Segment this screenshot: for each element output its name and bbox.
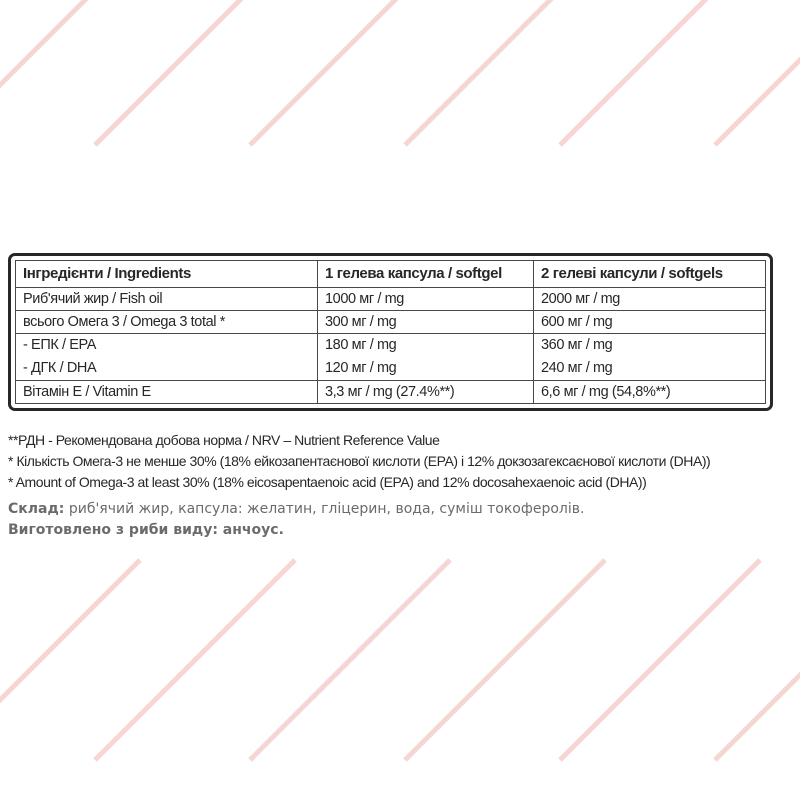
row-epa-dha-two — [534, 334, 766, 381]
row-dha-one: 120 мг / mg — [325, 360, 397, 376]
footnote-omega3-en: * Amount of Omega-3 at least 30% (18% eicosapentaenoic acid (EPA) and 12% docosahexaenoic acid (DHA)) — [8, 474, 647, 490]
footnotes — [8, 430, 798, 493]
row-dha-name: - ДГК / DHA — [23, 360, 97, 376]
table-row — [16, 288, 766, 311]
row-omega3-one: 300 мг / mg — [318, 311, 534, 334]
table-row — [16, 334, 766, 381]
composition-block — [8, 499, 798, 541]
row-omega3-two: 600 мг / mg — [534, 311, 766, 334]
footnote-nrv: **РДН - Рекомендована добова норма / NRV – Nutrient Reference Value — [8, 432, 440, 448]
table-header-row — [16, 261, 766, 288]
row-vitamin-e-one: 3,3 мг / mg (27.4%**) — [318, 381, 534, 404]
composition-text: риб'ячий жир, капсула: желатин, гліцерин, вода, суміш токоферолів. — [64, 501, 585, 517]
row-fish-oil-name: Риб'ячий жир / Fish oil — [16, 288, 318, 311]
table-row — [16, 311, 766, 334]
footnote-omega3-ua: * Кількість Омега-3 не менше 30% (18% ейкозапентаєнової кислоти (EPA) і 12% докзозагексаєнової кислоти (DHA)) — [8, 453, 711, 469]
row-vitamin-e-name: Вітамін E / Vitamin E — [16, 381, 318, 404]
header-ingredients: Інгредієнти / Ingredients — [16, 261, 318, 288]
row-epa-name: - ЕПК / EPA — [23, 337, 97, 353]
row-epa-two: 360 мг / mg — [541, 337, 613, 353]
ingredients-table — [15, 260, 766, 404]
row-epa-dha-one — [318, 334, 534, 381]
header-one-softgel: 1 гелева капсула / softgel — [318, 261, 534, 288]
row-epa-one: 180 мг / mg — [325, 337, 397, 353]
header-two-softgels: 2 гелеві капсули / softgels — [534, 261, 766, 288]
row-fish-oil-two: 2000 мг / mg — [534, 288, 766, 311]
composition-line — [8, 499, 798, 520]
row-vitamin-e-two: 6,6 мг / mg (54,8%**) — [534, 381, 766, 404]
row-dha-two: 240 мг / mg — [541, 360, 613, 376]
composition-label: Склад: — [8, 501, 65, 517]
nutrition-table — [8, 253, 773, 411]
origin-line: Виготовлено з риби виду: анчоус. — [8, 522, 284, 538]
row-omega3-name: всього Омега 3 / Omega 3 total * — [16, 311, 318, 334]
row-epa-dha-name — [16, 334, 318, 381]
row-fish-oil-one: 1000 мг / mg — [318, 288, 534, 311]
table-row — [16, 381, 766, 404]
